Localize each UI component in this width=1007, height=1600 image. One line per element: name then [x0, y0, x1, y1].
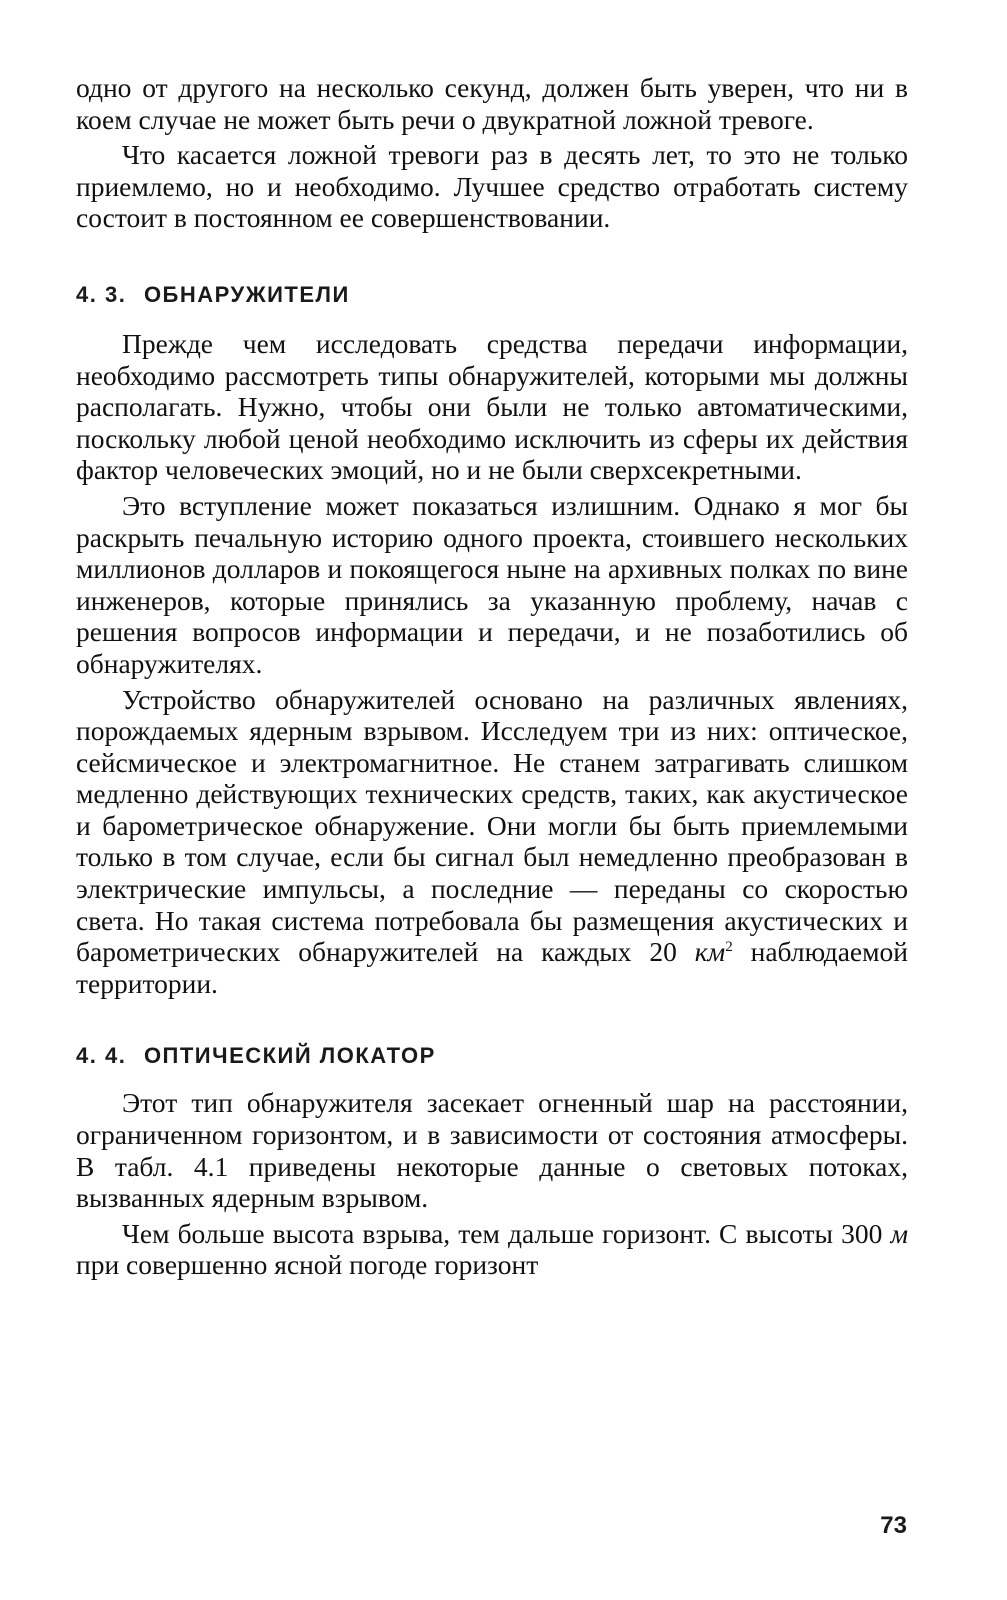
paragraph-text: Чем больше высота взрыва, тем дальше горизонт. С высоты 300	[122, 1217, 883, 1249]
section-title: ОБНАРУЖИТЕЛИ	[143, 281, 350, 307]
page-body	[76, 72, 908, 1281]
paragraph-continued: одно от другого на несколько секунд, должен быть уверен, что ни в коем случае не может быть речи о двукратной ложной тревоге.	[76, 72, 908, 135]
unit-m: м	[890, 1217, 908, 1249]
paragraph-detectors-intro: Прежде чем исследовать средства передачи информации, необходимо рассмотреть типы обнаружителей, которыми мы должны располагать. Нужно, чтобы они были не только автоматическими, поскольку любой ценой необходимо исключить из сферы их действия фактор человеческих эмоций, но и не были сверхсекретными.	[76, 327, 908, 486]
paragraph-text-tail: наблюдаемой территории.	[76, 936, 908, 999]
paragraph-detectors-history: Это вступление может показаться излишним. Однако я мог бы раскрыть печальную историю одного проекта, стоившего нескольких миллионов долларов и покоящегося ныне на архивных полках по вине инженеров, которые принялись за указанную проблему, начав с решения вопросов информации и передачи, и не позаботились об обнаружителях.	[76, 489, 908, 679]
section-number: 4. 3.	[76, 281, 127, 307]
paragraph-false-alarm: Что касается ложной тревоги раз в десять лет, то это не только приемлемо, но и необходимо. Лучшее средство отработать систему состоит в постоянном ее совершенствовании.	[76, 139, 908, 234]
paragraph-detectors-phenomena	[76, 684, 908, 1000]
unit-superscript: 2	[725, 939, 733, 956]
section-heading-optical-locator	[76, 1043, 908, 1069]
section-title: ОПТИЧЕСКИЙ ЛОКАТОР	[143, 1043, 436, 1069]
paragraph-optical-intro: Этот тип обнаружителя засекает огненный шар на расстоянии, ограниченном горизонтом, и в зависимости от состояния атмосферы. В табл. 4.1 приведены некоторые данные о световых потоках, вызванных ядерным взрывом.	[76, 1087, 908, 1214]
paragraph-text-tail: при совершенно ясной погоде горизонт	[76, 1249, 539, 1281]
section-heading-detectors	[76, 282, 908, 308]
paragraph-optical-height	[76, 1218, 908, 1281]
section-number: 4. 4.	[76, 1043, 127, 1069]
paragraph-text: Устройство обнаружителей основано на различных явлениях, порождаемых ядерным взрывом. Исследуем три из них: оптическое, сейсмическое и электромагнитное. Не станем затрагивать слишком медленно действующих технических средств, таких, как акустическое и барометрическое обнаружение. Они могли бы быть приемлемыми только в том случае, если бы сигнал был немедленно преобразован в электрические импульсы, а последние — переданы со скоростью света. Но такая система потребовала бы размещения акустических и барометрических обнаружителей на каждых 20	[76, 683, 908, 968]
page-number: 73	[880, 1512, 907, 1539]
unit-km: км	[694, 936, 726, 968]
